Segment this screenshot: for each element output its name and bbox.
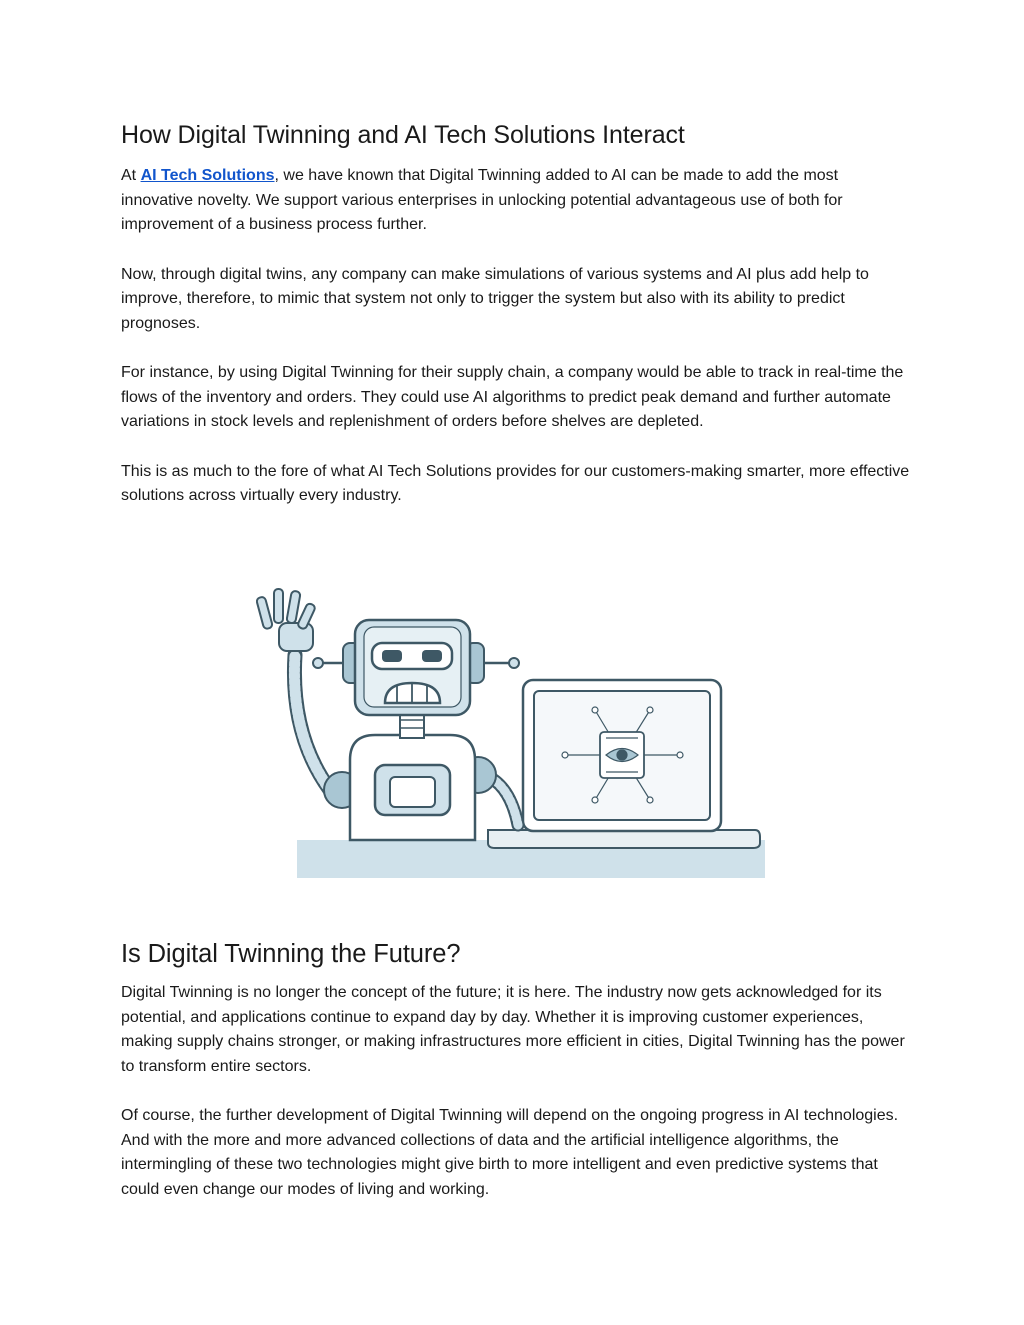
section-heading: How Digital Twinning and AI Tech Solutions Interact [121, 121, 685, 149]
paragraph-digital-twins: Now, through digital twins, any company can make simulations of various systems and AI plus add help to improve, therefore, to mimic that system not only to trigger the system but also with its ability to predict prognoses. [121, 265, 869, 332]
robot-laptop-illustration [250, 585, 770, 880]
paragraph-development: Of course, the further development of Digital Twinning will depend on the ongoing progress in AI technologies. And with the more and more advanced collections of data and the artificial intelligence algorithms, the intermingling of these two technologies might give birth to more intelligent and even predictive systems that could even change our modes of living and working. [121, 1107, 899, 1198]
hand-shape [256, 589, 316, 651]
section-digital-twinning-ai [121, 121, 911, 509]
paragraph-supply-chain: For instance, by using Digital Twinning for their supply chain, a company would be able to track in real-time the flows of the inventory and orders. They could use AI algorithms to predict peak demand and further automate variations in stock levels and replenishment of orders before shelves are depleted. [121, 364, 904, 430]
paragraph-future: Digital Twinning is no longer the concept of the future; it is here. The industry now gets acknowledged for its potential, and applications continue to expand day by day. Whether it is improving customer experiences, making supply chains stronger, or making infrastructures more efficient in cities, Digital Twinning has the power to transform entire sectors. [121, 984, 905, 1075]
section-heading: Is Digital Twinning the Future? [121, 940, 461, 968]
paragraph-intro [121, 164, 911, 238]
robot-icon [250, 585, 770, 880]
intro-suffix: , we have known that Digital Twinning added to AI can be made to add the most innovative novelty. We support various enterprises in unlocking potential advantageous use of both for improvement of a business process further. [121, 167, 843, 233]
laptop-base [488, 830, 760, 848]
intro-prefix: At [121, 167, 141, 184]
ai-tech-solutions-link[interactable]: AI Tech Solutions [140, 167, 275, 184]
paragraph-customers: This is as much to the fore of what AI Tech Solutions provides for our customers-making smarter, more effective solutions across virtually every industry. [121, 462, 910, 504]
section-future [121, 940, 911, 1202]
